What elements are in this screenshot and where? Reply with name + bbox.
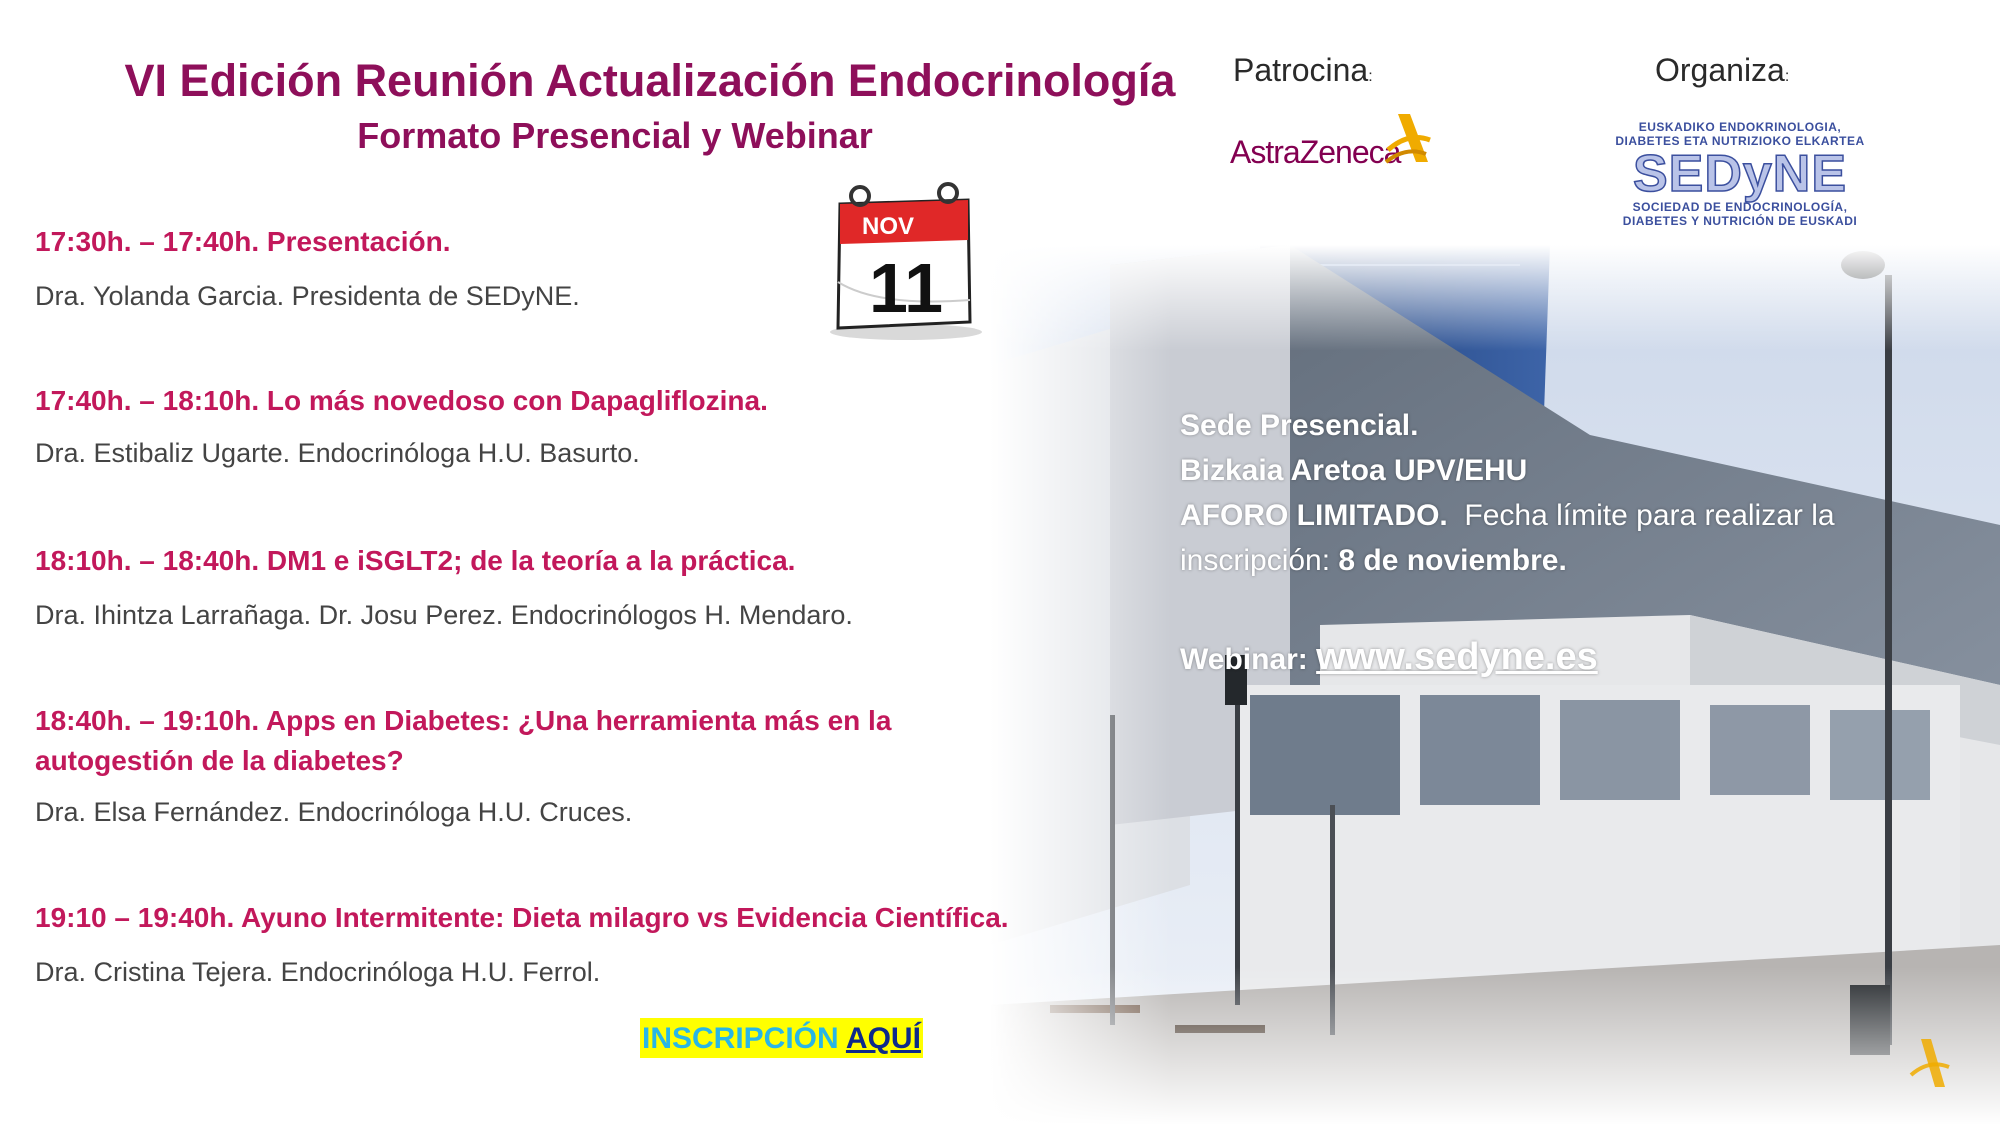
page-title: VI Edición Reunión Actualización Endocrinología xyxy=(124,55,1176,106)
sedyne-top-line-2: DIABETES ETA NUTRIZIOKO ELKARTEA xyxy=(1615,134,1865,148)
venue-aforo: AFORO LIMITADO. xyxy=(1180,499,1448,532)
agenda-item-3-speaker: Dra. Ihintza Larrañaga. Dr. Josu Perez. Endocrinólogos H. Mendaro. xyxy=(35,600,853,630)
webinar-label: Webinar: xyxy=(1180,643,1308,676)
agenda-item-4-title-line-1: 18:40h. – 19:10h. Apps en Diabetes: ¿Una herramienta más en la xyxy=(35,705,892,736)
webinar-line xyxy=(1180,636,1598,679)
calendar-day: 11 xyxy=(869,249,943,327)
building-photo xyxy=(990,245,2000,1125)
agenda-item-5-speaker: Dra. Cristina Tejera. Endocrinóloga H.U. Ferrol. xyxy=(35,957,601,987)
sedyne-name: SEDyNE xyxy=(1632,145,1848,203)
page-subtitle: Formato Presencial y Webinar xyxy=(357,115,873,156)
astrazeneca-wordmark: AstraZeneca xyxy=(1230,134,1401,170)
sedyne-bottom-line-1: SOCIEDAD DE ENDOCRINOLOGÍA, xyxy=(1632,200,1848,214)
sponsor-label-text: Patrocina xyxy=(1233,52,1369,88)
agenda-item-1-speaker: Dra. Yolanda Garcia. Presidenta de SEDyNE. xyxy=(35,281,580,311)
organizer-label: Organiza: xyxy=(1655,52,1790,88)
webinar-link[interactable]: www.sedyne.es xyxy=(1316,636,1598,678)
registration-button[interactable] xyxy=(640,1018,923,1058)
agenda-item-4-speaker: Dra. Elsa Fernández. Endocrinóloga H.U. Cruces. xyxy=(35,797,633,827)
sponsor-label: Patrocina: xyxy=(1233,52,1373,88)
venue-info xyxy=(1180,403,1960,583)
agenda-item-2-title: 17:40h. – 18:10h. Lo más novedoso con Dapagliflozina. xyxy=(35,385,768,416)
calendar-icon xyxy=(818,182,988,342)
venue-deadline-date: 8 de noviembre. xyxy=(1338,544,1567,577)
agenda-item-4-title-line-2: autogestión de la diabetes? xyxy=(35,745,404,776)
calendar-month: NOV xyxy=(861,213,915,240)
sedyne-logo xyxy=(1590,120,1890,228)
registration-word-2[interactable]: AQUÍ xyxy=(845,1022,921,1055)
sedyne-bottom-line-2: DIABETES Y NUTRICIÓN DE EUSKADI xyxy=(1622,214,1858,228)
venue-line-1: Sede Presencial. xyxy=(1180,409,1419,442)
agenda-item-2-speaker: Dra. Estibaliz Ugarte. Endocrinóloga H.U. Basurto. xyxy=(35,438,640,468)
agenda-item-1-title: 17:30h. – 17:40h. Presentación. xyxy=(35,226,451,257)
astrazeneca-symbol-icon xyxy=(1380,110,1436,170)
agenda-item-3-title: 18:10h. – 18:40h. DM1 e iSGLT2; de la teoría a la práctica. xyxy=(35,545,796,576)
registration-word-1[interactable]: INSCRIPCIÓN xyxy=(642,1022,839,1055)
sedyne-top-line-1: EUSKADIKO ENDOKRINOLOGIA, xyxy=(1638,120,1842,134)
venue-deadline-text: Fecha límite para realizar la inscripción: xyxy=(1180,499,1835,577)
venue-line-2: Bizkaia Aretoa UPV/EHU xyxy=(1180,454,1528,487)
organizer-label-text: Organiza xyxy=(1655,52,1785,88)
astrazeneca-corner-icon xyxy=(1905,1035,1953,1095)
astrazeneca-logo xyxy=(1230,110,1430,175)
agenda-item-5-title: 19:10 – 19:40h. Ayuno Intermitente: Dieta milagro vs Evidencia Científica. xyxy=(35,902,1009,933)
